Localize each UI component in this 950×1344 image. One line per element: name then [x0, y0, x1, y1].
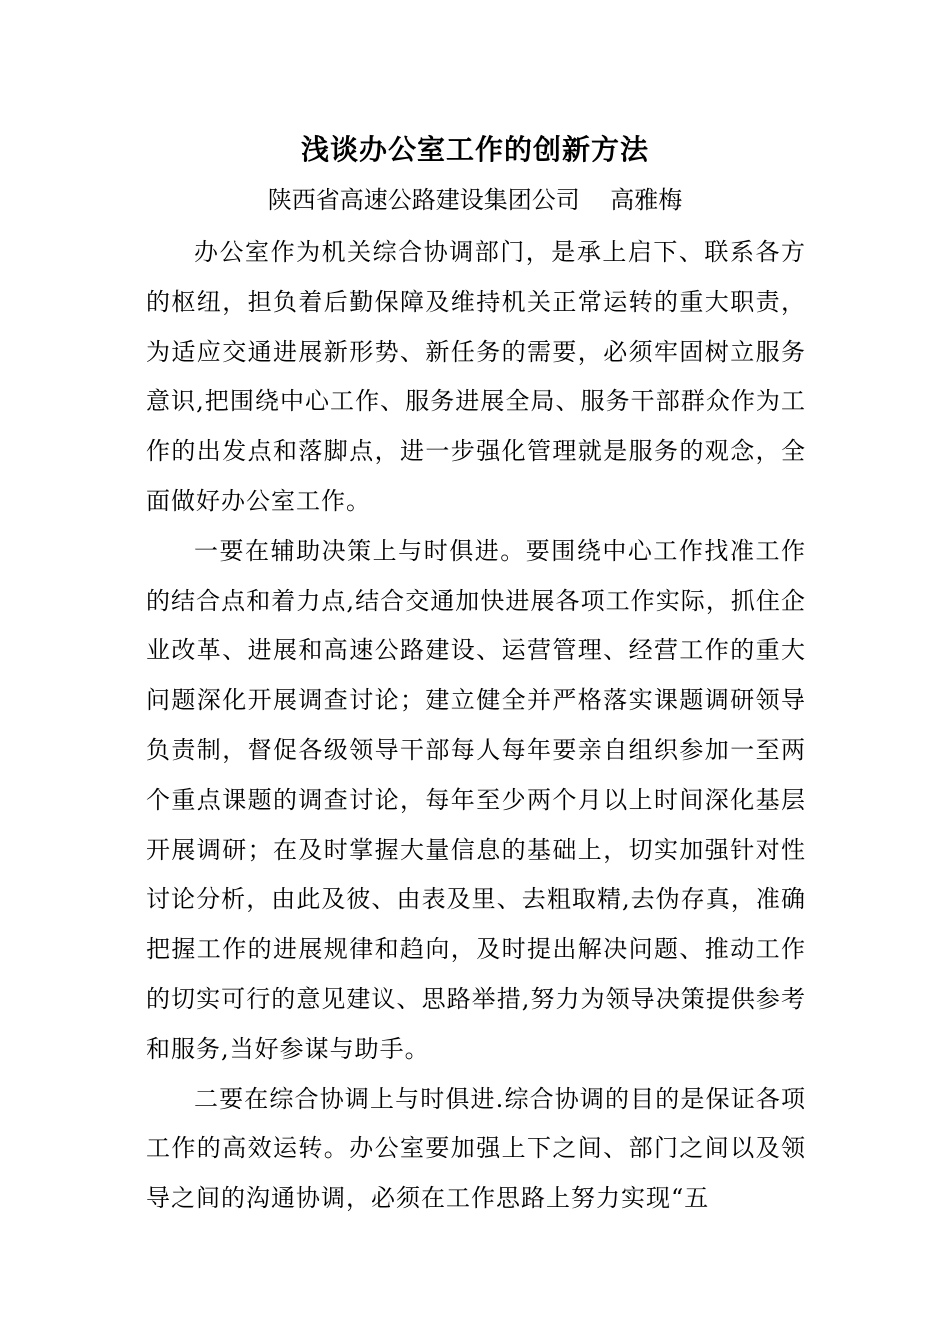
- paragraph: 一要在辅助决策上与时俱进。要围绕中心工作找准工作的结合点和着力点,结合交通加快进展各项工作实际，抓住企业改革、进展和高速公路建设、运营管理、经营工作的重大问题深化开展调查讨论；建立健全并严格落实课题调研领导负责制，督促各级领导干部每人每年要亲自组织参加一至两个重点课题的调查讨论，每年至少两个月以上时间深化基层开展调研；在及时掌握大量信息的基础上，切实加强针对性讨论分析，由此及彼、由表及里、去粗取精,去伪存真，准确把握工作的进展规律和趋向，及时提出解决问题、推动工作的切实可行的意见建议、思路举措,努力为领导决策提供参考和服务,当好参谋与助手。: [146, 536, 806, 1063]
- document-byline: 陕西省高速公路建设集团公司 高雅梅: [267, 186, 683, 214]
- document-body: [146, 228, 806, 1224]
- document-title: 浅谈办公室工作的创新方法: [300, 133, 649, 166]
- paragraph: 二要在综合协调上与时俱进.综合协调的目的是保证各项工作的高效运转。办公室要加强上下之间、部门之间以及领导之间的沟通协调，必须在工作思路上努力实现“五: [146, 1084, 806, 1213]
- paragraph: 办公室作为机关综合协调部门，是承上启下、联系各方的枢纽，担负着后勤保障及维持机关正常运转的重大职责，为适应交通进展新形势、新任务的需要，必须牢固树立服务意识,把围绕中心工作、服务进展全局、服务干部群众作为工作的出发点和落脚点，进一步强化管理就是服务的观念，全面做好办公室工作。: [146, 238, 806, 515]
